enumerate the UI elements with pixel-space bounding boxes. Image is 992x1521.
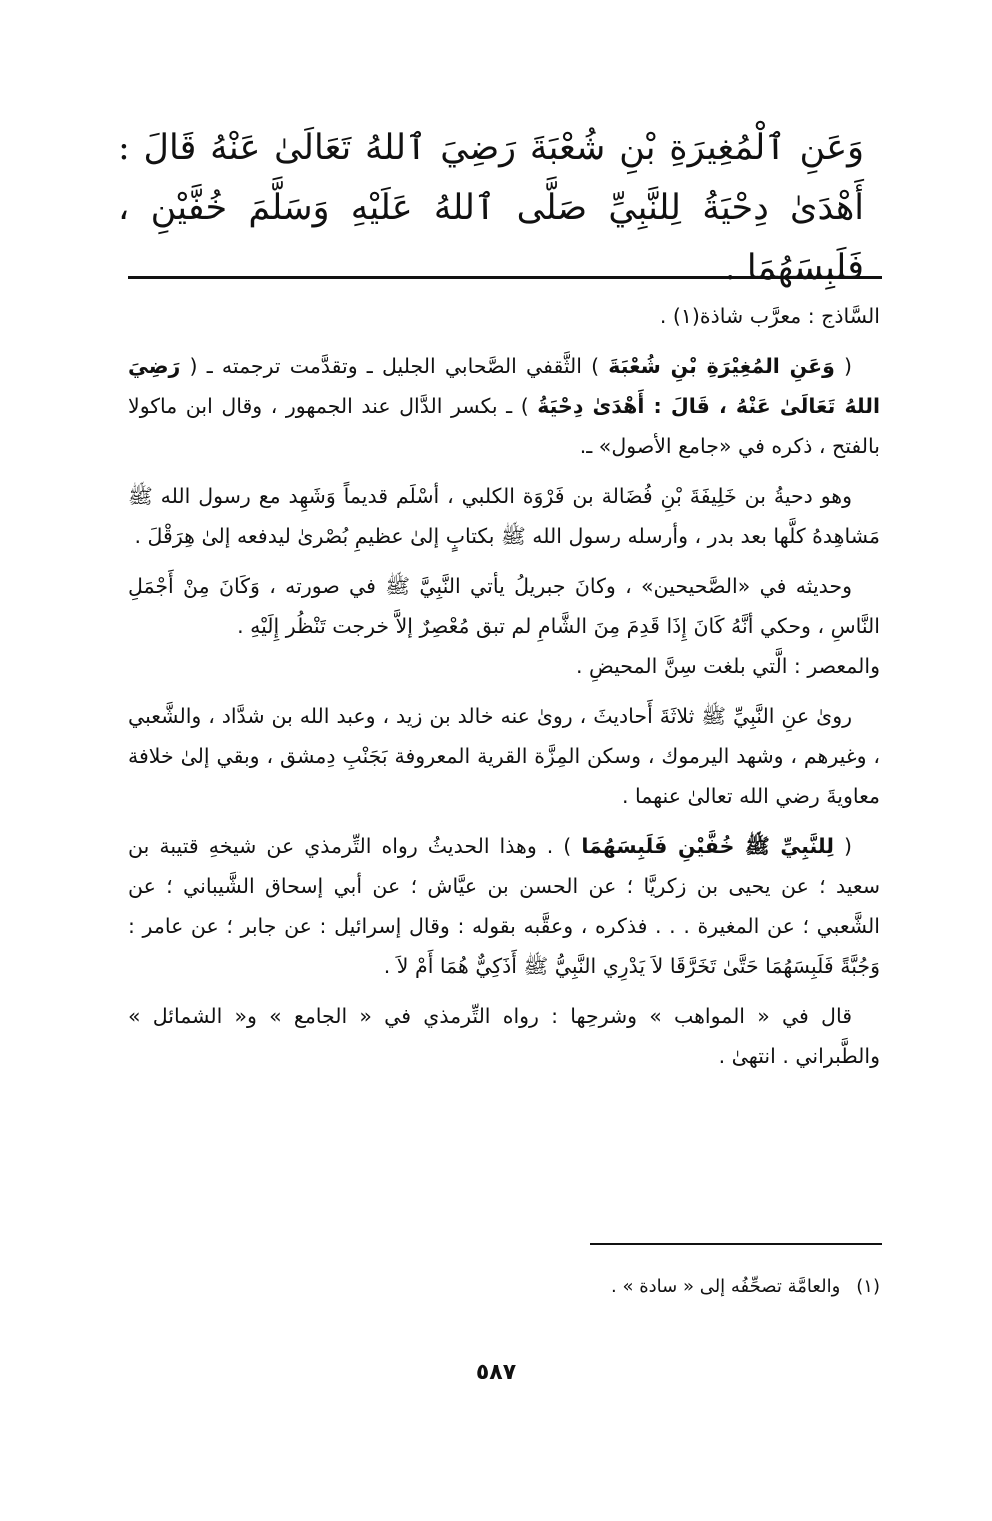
page-number: ٥٨٧ — [475, 1360, 517, 1385]
open-paren: ( — [834, 354, 853, 378]
open-paren: ( — [833, 834, 853, 858]
commentary — [128, 296, 880, 1086]
commentary-text: ) الثَّقفي الصَّحابي الجليل ـ وتقدَّمت ترجمته ـ ( — [180, 354, 609, 378]
footnote-number: (١) — [856, 1276, 880, 1297]
commentary-paragraph-4: وحديثه في «الصَّحيحين» ، وكانَ جبريلُ يأتي النَّبِيَّ ﷺ في صورته ، وَكَانَ مِنْ أَجْمَلِ النَّاسِ ، وحكي أنَّهُ كَانَ إِذَا قَدِمَ مِنَ الشَّامِ لم تبق مُعْصِرٌ إلاَّ خرجت تَنْظُر إِلَيْهِ . — [128, 574, 880, 638]
commentary-paragraph-8: قال في « المواهب » وشرحِها : رواه التِّرمذي في « الجامع » و« الشمائل » والطَّبراني . انتهىٰ . — [128, 1004, 880, 1068]
footnote-divider — [590, 1243, 882, 1245]
section-divider — [128, 276, 882, 279]
quoted-phrase: وَعَنِ المُغِيْرَةِ بْنِ شُعْبَةَ — [608, 354, 835, 378]
commentary-paragraph-3: وهو دحيةُ بن خَلِيفَةَ بْنِ فُضَالة بن فَرْوَة الكلبي ، أسْلَم قديماً وَشَهِد مع رسول الله ﷺ مَشاهِدهُ كلَّها بعد بدر ، وأرسله رسول الله ﷺ بكتابٍ إلىٰ عظيمِ بُصْرىٰ ليدفعه إلىٰ هِرَقْلَ . — [128, 484, 880, 548]
commentary-paragraph-5: والمعصر : الَّتي بلغت سِنَّ المحيضِ . — [575, 654, 880, 678]
commentary-paragraph-1: السَّاذج : معرَّب شاذة(١) . — [659, 304, 880, 328]
commentary-paragraph-6: روىٰ عنِ النَّبِيِّ ﷺ ثلاثَةَ أَحاديثَ ، روىٰ عنه خالد بن زيد ، وعبد الله بن شدَّاد ، والشَّعبي ، وغيرهم ، وشهد اليرموك ، وسكن المِزَّة القرية المعروفة بَجَنْبِ دِمشق ، وبقي إلىٰ خلافة معاويةَ رضي الله تعالىٰ عنهما . — [128, 704, 880, 808]
quoted-phrase: رَضِيَ اللهُ تَعَالَىٰ عَنْهُ ، قَالَ : أَهْدَىٰ دِحْيَةُ — [128, 354, 880, 418]
commentary-text: ) . وهذا الحديثُ رواه التِّرمذي عن شيخهِ قتيبة بن سعيد ؛ عن يحيى بن زكريَّا ؛ عن الحسن بن عيَّاش ؛ عن أبي إسحاق الشَّيباني ؛ عن الشَّعبي ؛ عن المغيرة . . . فذكره ، وعقَّبه بقوله : وقال إسرائيل : عن جابر ؛ عن عامر : وَجُبَّةً فَلَبِسَهُمَا حَتَّىٰ تَخَرَّقَا لاَ يَدْرِي النَّبِيُّ ﷺ أَذَكِيٌّ هُمَا أَمْ لاَ . — [128, 834, 880, 978]
quoted-phrase: لِلنَّبِيِّ ﷺ خُفَّيْنِ فَلَبِسَهُمَا — [581, 834, 834, 858]
commentary-paragraph-2 — [128, 346, 880, 466]
commentary-paragraph-7 — [128, 826, 880, 986]
hadith-text: وَعَنِ ٱلْمُغِيرَةِ بْنِ شُعْبَةَ رَضِيَ ٱللهُ تَعَالَىٰ عَنْهُ قَالَ : أَهْدَىٰ دِحْيَةُ لِلنَّبِيِّ صَلَّى ٱللهُ عَلَيْهِ وَسَلَّمَ خُفَّيْنِ ، فَلَبِسَهُمَا . — [118, 128, 864, 288]
footnote — [128, 1272, 880, 1302]
commentary-text: ) ـ بكسر الدَّال عند الجمهور ، وقال ابن ماكولا بالفتح ، ذكره في «جامع الأصول» ـ. — [128, 394, 880, 458]
footnote-text: والعامَّة تصحِّفُه إلى « سادة » . — [611, 1276, 841, 1297]
